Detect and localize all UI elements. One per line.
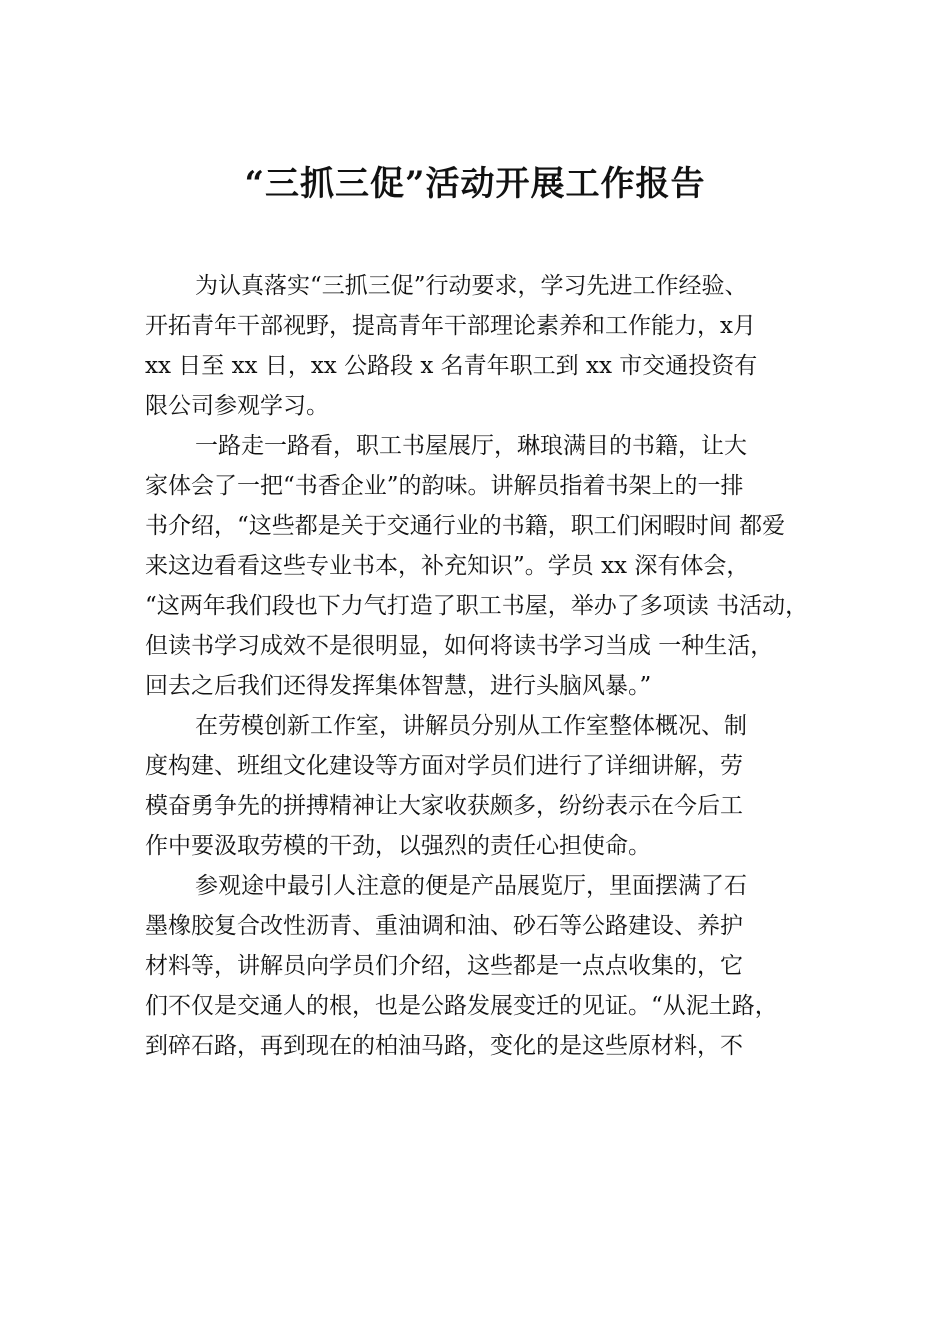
paragraph-4-line-3: 材料等，讲解员向学员们介绍，这些都是一点点收集的，它 (145, 953, 743, 979)
paragraph-4-line-2: 墨橡胶复合改性沥青、重油调和油、砂石等公路建设、养护 (145, 913, 743, 939)
paragraph-2-line-7: 回去之后我们还得发挥集体智慧，进行头脑风暴。” (145, 673, 652, 699)
paragraph-2-line-2: 家体会了一把“书香企业”的韵味。讲解员指着书架上的一排 (145, 473, 744, 499)
paragraph-2-line-1: 一路走一路看，职工书屋展厅，琳琅满目的书籍，让大 (195, 433, 747, 459)
paragraph-2-line-3: 书介绍，“这些都是关于交通行业的书籍，职工们闲暇时间 都爱 (145, 513, 786, 539)
paragraph-2-line-5: “这两年我们段也下力气打造了职工书屋，举办了多项读 书活动， (145, 593, 809, 619)
paragraph-1-line-2: 开拓青年干部视野，提高青年干部理论素养和工作能力，x月 (145, 313, 756, 339)
paragraph-4-line-5: 到碎石路，再到现在的柏油马路，变化的是这些原材料，不 (145, 1033, 743, 1059)
paragraph-2-line-6: 但读书学习成效不是很明显，如何将读书学习当成 一种生活， (145, 633, 774, 659)
paragraph-1-line-1: 为认真落实“三抓三促”行动要求，学习先进工作经验、 (195, 273, 748, 299)
paragraph-2-line-4: 来这边看看这些专业书本，补充知识”。学员 xx 深有体会， (145, 553, 750, 579)
document-body (145, 266, 845, 1066)
paragraph-1-line-4: 限公司参观学习。 (145, 393, 329, 419)
document-title: “三抓三促”活动开展工作报告 (244, 164, 706, 204)
paragraph-3-line-4: 作中要汲取劳模的干劲，以强烈的责任心担使命。 (145, 833, 651, 859)
paragraph-1-line-3: xx 日至 xx 日，xx 公路段 x 名青年职工到 xx 市交通投资有 (145, 353, 758, 379)
paragraph-3-line-2: 度构建、班组文化建设等方面对学员们进行了详细讲解，劳 (145, 753, 743, 779)
paragraph-4-line-4: 们不仅是交通人的根，也是公路发展变迁的见证。“从泥土路， (145, 993, 778, 1019)
paragraph-3-line-1: 在劳模创新工作室，讲解员分别从工作室整体概况、制 (195, 713, 747, 739)
paragraph-4-line-1: 参观途中最引人注意的便是产品展览厅，里面摆满了石 (195, 873, 747, 899)
paragraph-3-line-3: 模奋勇争先的拼搏精神让大家收获颇多，纷纷表示在今后工 (145, 793, 743, 819)
